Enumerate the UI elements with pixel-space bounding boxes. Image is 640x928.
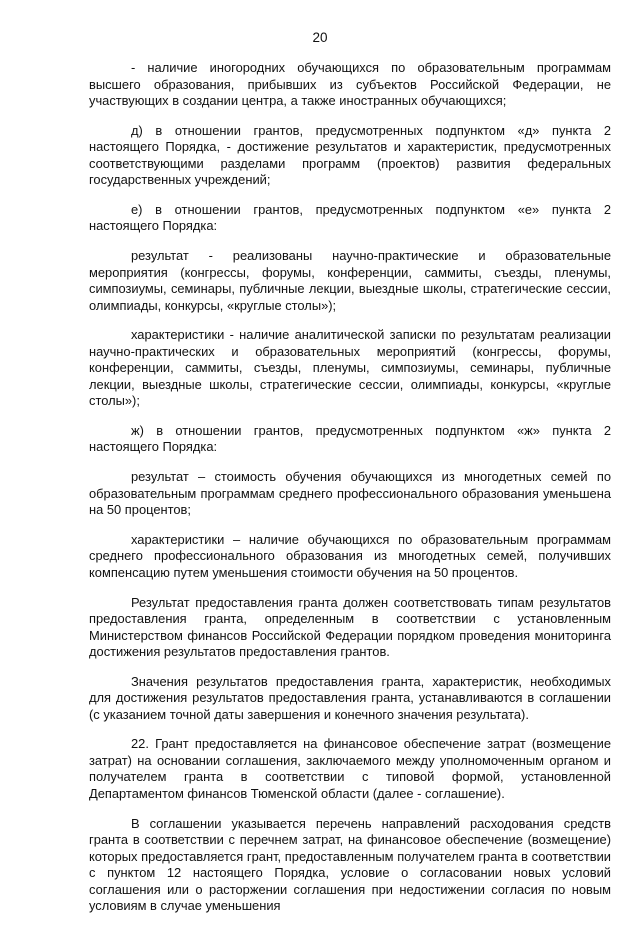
paragraph-e-grants: е) в отношении грантов, предусмотренных подпунктом «е» пункта 2 настоящего Порядка: bbox=[89, 201, 611, 234]
paragraph-result-types: Результат предоставления гранта должен соответствовать типам результатов предоставления гранта, определенным в соответствии с установленным Министерством финансов Российской Федерации порядком проведения мониторинга достижения результатов предоставления грантов. bbox=[89, 594, 611, 659]
paragraph-nonresident-students: - наличие иногородних обучающихся по образовательным программам высшего образования, прибывших из субъектов Российской Федерации, не участвующих в создании центра, а также иностранных обучающихся; bbox=[89, 60, 611, 108]
paragraph-zh-grants: ж) в отношении грантов, предусмотренных подпунктом «ж» пункта 2 настоящего Порядка: bbox=[89, 422, 611, 455]
paragraph-zh-characteristics: характеристики – наличие обучающихся по образовательным программам среднего профессионального образования из многодетных семей, получивших компенсацию путем уменьшения стоимости обучения на 50 процентов. bbox=[89, 531, 611, 580]
document-body bbox=[89, 60, 611, 928]
paragraph-result-values: Значения результатов предоставления гранта, характеристик, необходимых для достижения результатов предоставления гранта, устанавливаются в соглашении (с указанием точной даты завершения и конечного значения результата). bbox=[89, 673, 611, 722]
paragraph-22-agreement: 22. Грант предоставляется на финансовое обеспечение затрат (возмещение затрат) на основании соглашения, заключаемого между уполномоченным органом и получателем гранта в соответствии с типовой формой, установленной Департаментом финансов Тюменской области (далее - соглашение). bbox=[89, 736, 611, 801]
paragraph-d-grants: д) в отношении грантов, предусмотренных подпунктом «д» пункта 2 настоящего Порядка, - достижение результатов и характеристик, предусмотренных соответствующими разделами программ (проектов) развития федеральных государственных учреждений; bbox=[89, 122, 611, 188]
paragraph-zh-result: результат – стоимость обучения обучающихся из многодетных семей по образовательным программам среднего профессионального образования уменьшена на 50 процентов; bbox=[89, 469, 611, 518]
paragraph-e-result: результат - реализованы научно-практические и образовательные мероприятия (конгрессы, форумы, конференции, саммиты, съезды, пленумы, симпозиумы, семинары, публичные лекции, выездные школы, стратегические сессии, олимпиады, конкурсы, «круглые столы»); bbox=[89, 248, 611, 313]
page-number: 20 bbox=[312, 30, 328, 45]
paragraph-e-characteristics: характеристики - наличие аналитической записки по результатам реализации научно-практических и образовательных мероприятий (конгрессы, форумы, конференции, саммиты, съезды, пленумы, симпозиумы, семинары, публичные лекции, выездные школы, стратегические сессии, олимпиады, конкурсы, «круглые столы»); bbox=[89, 327, 611, 409]
paragraph-agreement-contents: В соглашении указывается перечень направлений расходования средств гранта в соответствии с перечнем затрат, на финансовое обеспечение (возмещение) которых предоставляется грант, предоставленным получателем гранта в соответствии с пунктом 12 настоящего Порядка, условие о согласовании новых условий соглашения или о расторжении соглашения при недостижении согласия по новым условиям в случае уменьшения bbox=[89, 815, 611, 914]
